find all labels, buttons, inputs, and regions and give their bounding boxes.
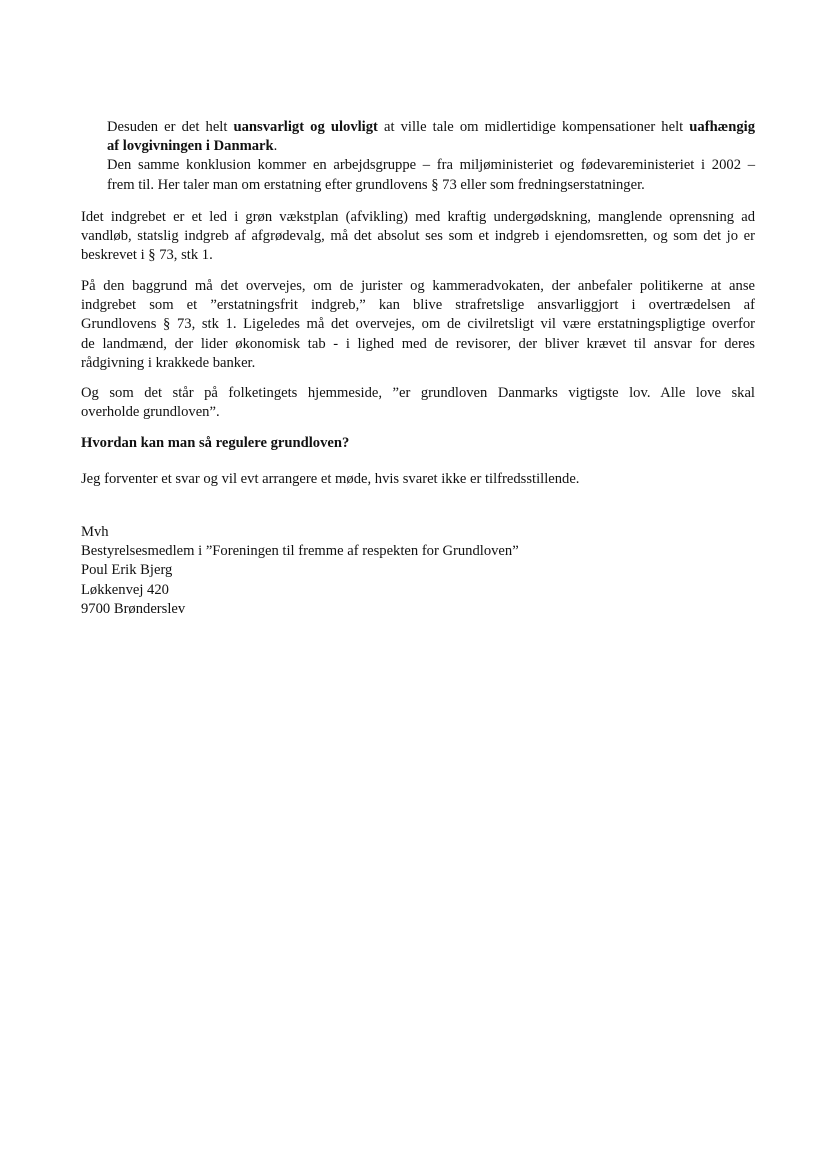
indented-line-2: [107, 137, 755, 156]
question-heading: Hvordan kan man så regulere grundloven?: [81, 435, 350, 451]
paragraph-4: Jeg forventer et svar og vil evt arrangere et møde, hvis svaret ikke er tilfredsstillende.: [81, 471, 580, 487]
paragraph-line: Grundlovens § 73, stk 1. Ligeledes må det overvejes, om de civilretsligt vil være erstatningspligtige overfor: [81, 316, 755, 333]
paragraph-2: [81, 277, 755, 373]
paragraph-line: rådgivning i krakkede banker.: [81, 354, 256, 371]
paragraph-line: indgrebet som et ”erstatningsfrit indgreb,” kan blive strafretslige ansvarliggjort i overtrædelsen af: [81, 297, 755, 314]
text-run: at ville tale om midlertidige kompensationer helt: [377, 119, 690, 135]
paragraph-line: beskrevet i § 73, stk 1.: [81, 247, 213, 264]
indented-line-1: [107, 118, 755, 137]
text-run: .: [273, 138, 278, 155]
paragraph-line: de landmænd, der lider økonomisk tab - i lighed med de revisorer, der bliver krævet til ansvar for deres: [81, 335, 755, 352]
bold-text-run: uafhængig: [689, 119, 755, 135]
signature-city: 9700 Brønderslev: [81, 600, 186, 617]
signature-name: Poul Erik Bjerg: [81, 562, 173, 579]
bold-text-run: uansvarligt og ulovligt: [233, 119, 378, 135]
paragraph-line: Og som det står på folketingets hjemmeside, ”er grundloven Danmarks vigtigste lov. Alle love skal: [81, 385, 755, 401]
signature-title: Bestyrelsesmedlem i ”Foreningen til fremme af respekten for Grundloven”: [81, 543, 519, 560]
indented-paragraph: [107, 118, 755, 195]
text-run: Desuden er det helt: [107, 119, 234, 135]
paragraph-3: [81, 384, 755, 422]
paragraph-1: [81, 208, 755, 266]
paragraph-line: På den baggrund må det overvejes, om de jurister og kammeradvokaten, der anbefaler politikerne at anse: [81, 278, 755, 294]
paragraph-line: Idet indgrebet er et led i grøn vækstplan (afvikling) med kraftig undergødskning, manglende oprensning ad: [81, 209, 755, 225]
paragraph-line: vandløb, statslig indgreb af afgrødevalg, må det absolut ses som et indgreb i ejendomsretten, og som det jo er: [81, 228, 755, 245]
paragraph-line: overholde grundloven”.: [81, 404, 220, 421]
signature-address: Løkkenvej 420: [81, 581, 169, 598]
signature-closing: Mvh: [81, 524, 109, 540]
indented-line-3: Den samme konklusion kommer en arbejdsgruppe – fra miljøministeriet og fødevareministeriet i 2002 –: [107, 157, 755, 174]
indented-line-4: frem til. Her taler man om erstatning efter grundlovens § 73 eller som fredningserstatninger.: [107, 176, 645, 193]
bold-text-run: af lovgivningen i Danmark: [107, 138, 274, 155]
signature-block: [81, 523, 755, 619]
